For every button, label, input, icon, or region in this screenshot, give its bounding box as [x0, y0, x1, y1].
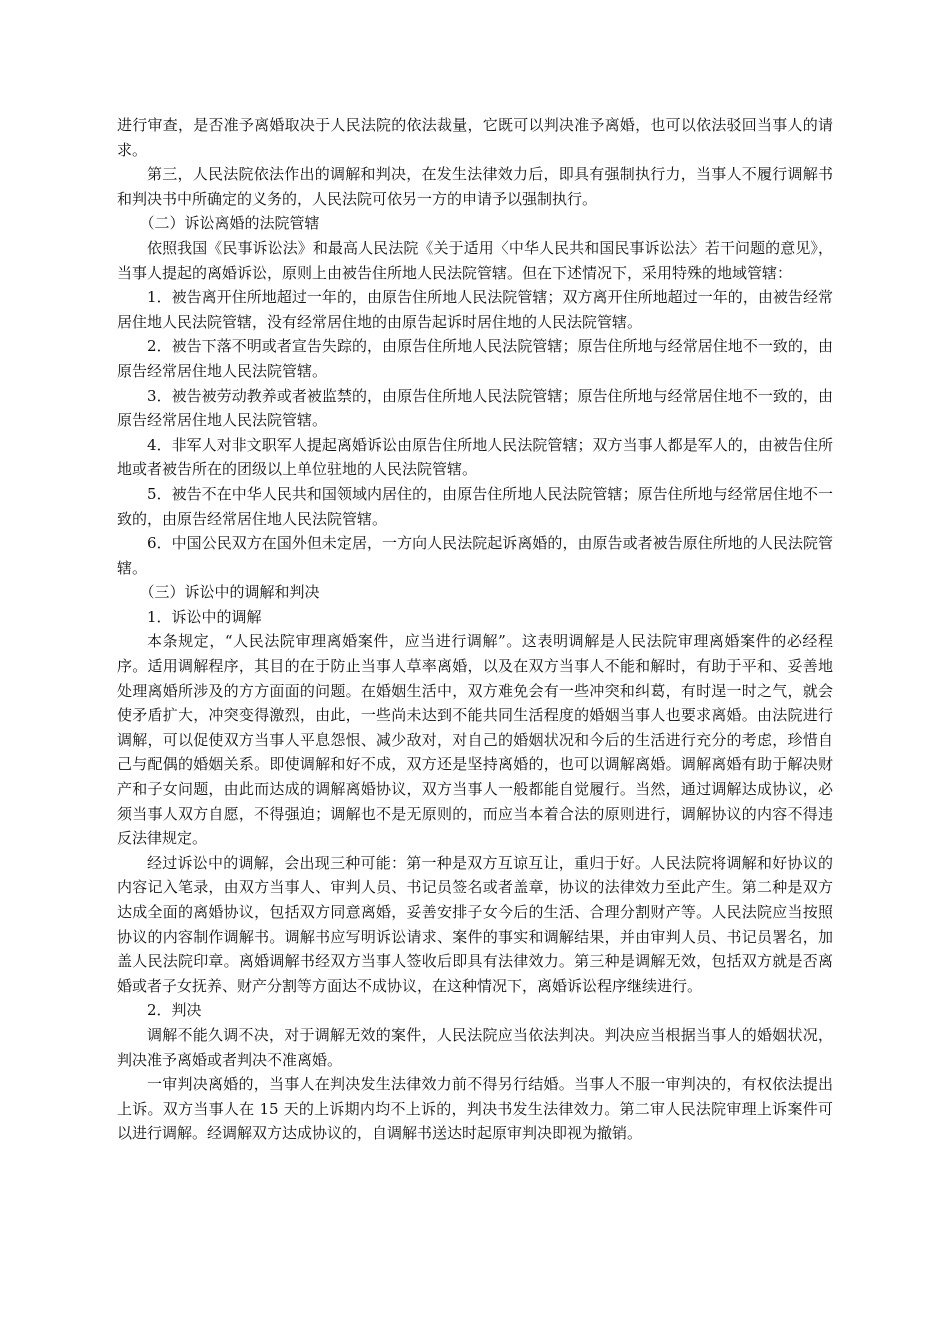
list-item: 5．被告不在中华人民共和国领域内居住的，由原告住所地人民法院管辖；原告住所地与经常居住地不一致的，由原告经常居住地人民法院管辖。 [117, 484, 833, 528]
paragraph: 调解不能久调不决，对于调解无效的案件，人民法院应当依法判决。判决应当根据当事人的婚姻状况，判决准予离婚或者判决不准离婚。 [117, 1025, 833, 1069]
section-heading: （二）诉讼离婚的法院管辖 [139, 214, 320, 233]
paragraph: 进行审查，是否准予离婚取决于人民法院的依法裁量，它既可以判决准予离婚，也可以依法驳回当事人的请求。 [117, 116, 833, 159]
list-item: 2．被告下落不明或者宣告失踪的，由原告住所地人民法院管辖；原告住所地与经常居住地不一致的，由原告经常居住地人民法院管辖。 [117, 337, 833, 380]
paragraph: 本条规定，“人民法院审理离婚案件，应当进行调解”。这表明调解是人民法院审理离婚案件的必经程序。适用调解程序，其目的在于防止当事人草率离婚，以及在双方当事人不能和解时，有助于平和、妥善地处理离婚所涉及的方方面面的问题。在婚姻生活中，双方难免会有一些冲突和纠葛，有时逞一时之气，就会使矛盾扩大，冲突变得激烈，由此，一些尚未达到不能共同生活程度的婚姻当事人也要求离婚。由法院进行调解，可以促使双方当事人平息怨恨、减少敌对，对自己的婚姻状况和今后的生活进行充分的考虑，珍惜自己与配偶的婚姻关系。即使调解和好不成，双方还是坚持离婚的，也可以调解离婚。调解离婚有助于解决财产和子女问题，由此而达成的调解离婚协议，双方当事人一般都能自觉履行。当然，通过调解达成协议，必须当事人双方自愿，不得强迫；调解也不是无原则的，而应当本着合法的原则进行，调解协议的内容不得违反法律规定。 [117, 632, 833, 848]
list-item: 6．中国公民双方在国外但未定居，一方向人民法院起诉离婚的，由原告或者被告原住所地的人民法院管辖。 [117, 534, 833, 577]
paragraph: 一审判决离婚的，当事人在判决发生法律效力前不得另行结婚。当事人不服一审判决的，有权依法提出上诉。双方当事人在 15 天的上诉期内均不上诉的，判决书发生法律效力。第二审人民法院审理上诉案件可以进行调解。经调解双方达成协议的，自调解书送达时起原审判决即视为撤销。 [117, 1075, 833, 1143]
section-heading: （三）诉讼中的调解和判决 [139, 583, 320, 602]
list-item: 3．被告被劳动教养或者被监禁的，由原告住所地人民法院管辖；原告住所地与经常居住地不一致的，由原告经常居住地人民法院管辖。 [117, 386, 833, 430]
subsection-heading: 1．诉讼中的调解 [147, 607, 262, 626]
document-page [117, 113, 833, 1146]
subsection-heading: 2．判决 [147, 1001, 202, 1020]
list-item: 1．被告离开住所地超过一年的，由原告住所地人民法院管辖；双方离开住所地超过一年的，由被告经常居住地人民法院管辖，没有经常居住地的由原告起诉时居住地的人民法院管辖。 [117, 288, 833, 331]
paragraph: 依照我国《民事诉讼法》和最高人民法院《关于适用〈中华人民共和国民事诉讼法〉若干问题的意见》，当事人提起的离婚诉讼，原则上由被告住所地人民法院管辖。但在下述情况下，采用特殊的地域管辖： [117, 238, 833, 282]
paragraph: 第三，人民法院依法作出的调解和判决，在发生法律效力后，即具有强制执行力，当事人不履行调解书和判决书中所确定的义务的，人民法院可依另一方的申请予以强制执行。 [117, 165, 833, 208]
paragraph: 经过诉讼中的调解，会出现三种可能：第一种是双方互谅互让，重归于好。人民法院将调解和好协议的内容记入笔录，由双方当事人、审判人员、书记员签名或者盖章，协议的法律效力至此产生。第二种是双方达成全面的离婚协议，包括双方同意离婚，妥善安排子女今后的生活、合理分割财产等。人民法院应当按照协议的内容制作调解书。调解书应写明诉讼请求、案件的事实和调解结果，并由审判人员、书记员署名，加盖人民法院印章。离婚调解书经双方当事人签收后即具有法律效力。第三种是调解无效，包括双方就是否离婚或者子女抚养、财产分割等方面达不成协议，在这种情况下，离婚诉讼程序继续进行。 [117, 853, 833, 995]
list-item: 4．非军人对非文职军人提起离婚诉讼由原告住所地人民法院管辖；双方当事人都是军人的，由被告住所地或者被告所在的团级以上单位驻地的人民法院管辖。 [117, 435, 833, 479]
